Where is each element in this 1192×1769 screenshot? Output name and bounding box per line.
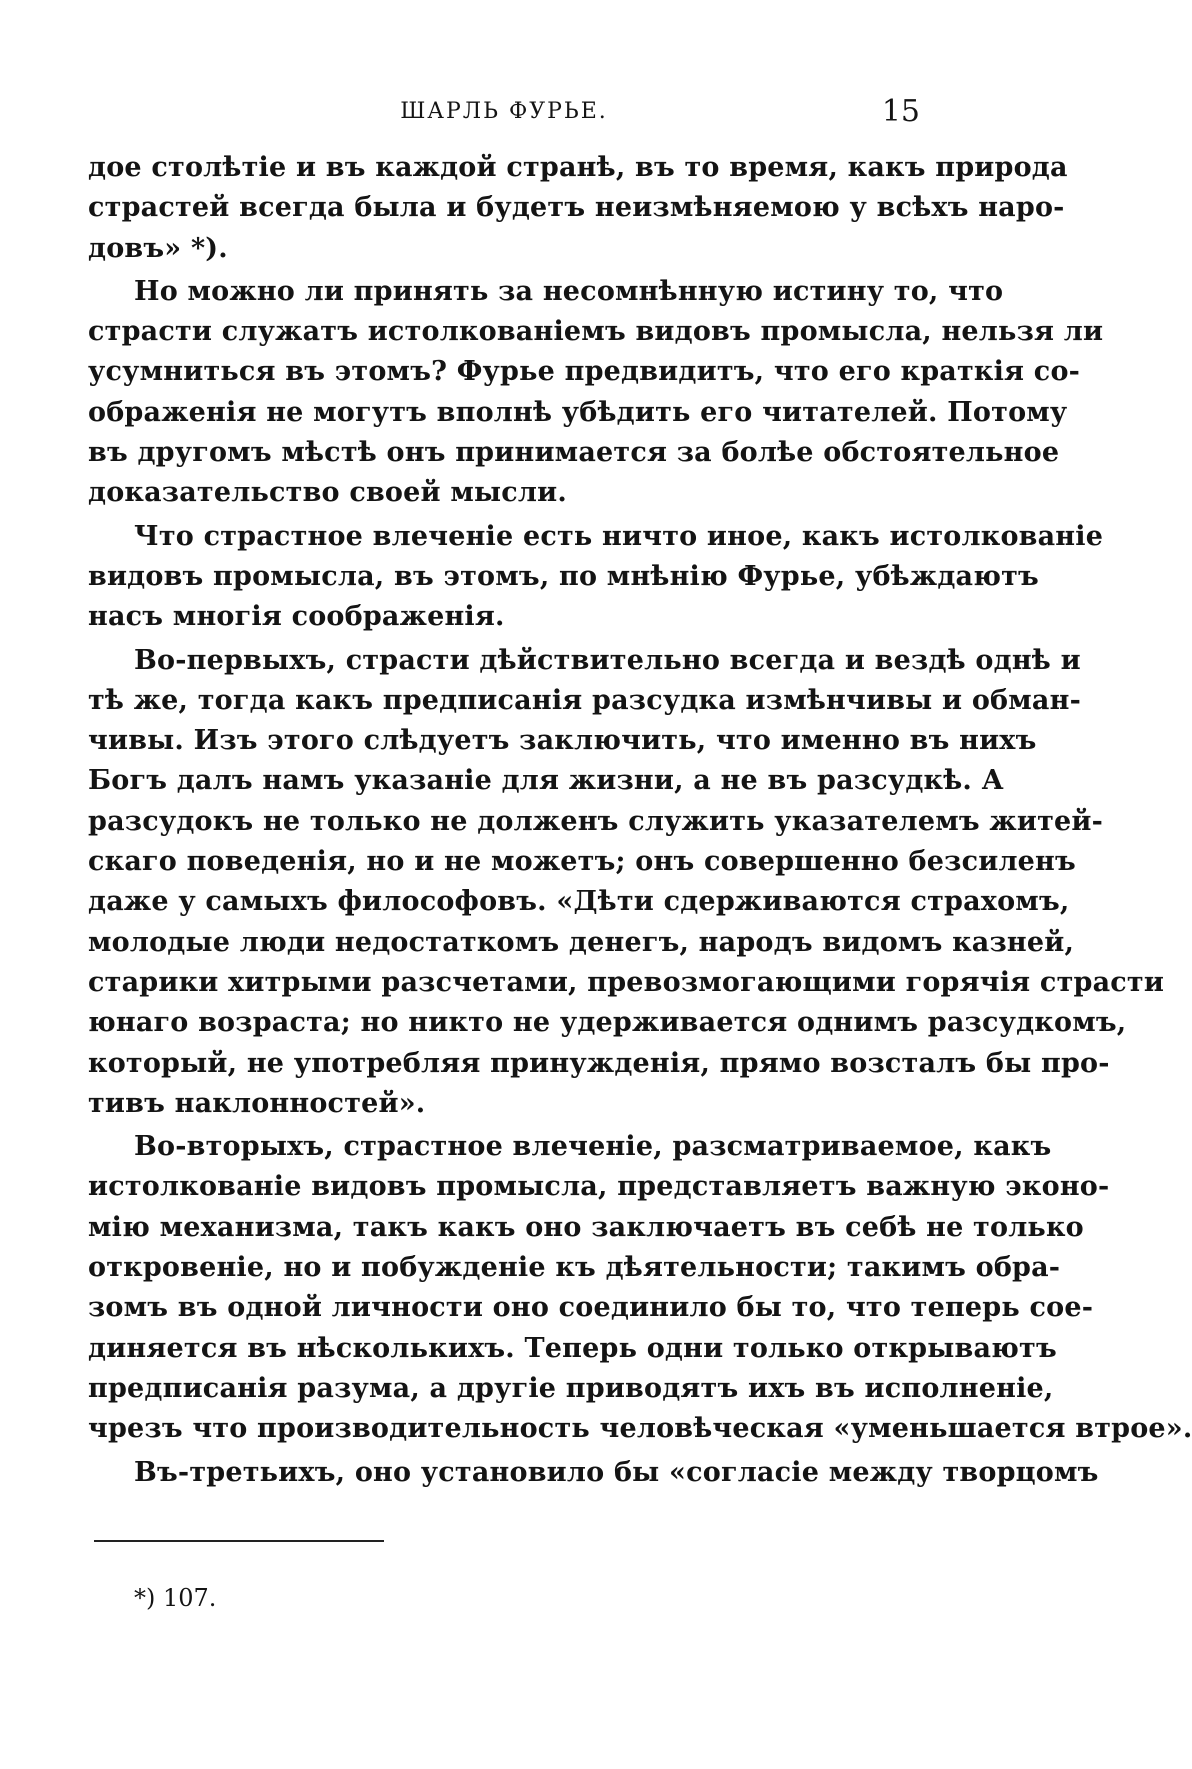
text-line: мію механизма, такъ какъ оно заключаетъ въ себѣ не только [88, 1211, 1084, 1243]
text-line: Что страстное влеченіе есть ничто иное, какъ истолкованіе [134, 520, 1104, 552]
text-line: тѣ же, тогда какъ предписанія разсудка измѣнчивы и обман- [88, 684, 1081, 716]
text-line: ображенія не могутъ вполнѣ убѣдить его читателей. Потому [88, 396, 1068, 428]
text-line: страстей всегда была и будетъ неизмѣняемою у всѣхъ наро- [88, 192, 1065, 224]
footnote-rule [94, 1540, 384, 1542]
text-line: Въ-третьихъ, оно установило бы «согласіе между творцомъ [134, 1456, 1099, 1488]
text-line: даже у самыхъ философовъ. «Дѣти сдерживаются страхомъ, [88, 886, 1070, 918]
running-head [88, 92, 920, 132]
text-line: доказательство своей мысли. [88, 477, 567, 509]
paragraph [88, 641, 1165, 1125]
text-line: Но можно ли принять за несомнѣнную истину то, что [134, 275, 1004, 307]
text-line: диняется въ нѣсколькихъ. Теперь одни только открываютъ [88, 1332, 1057, 1364]
running-title: ШАРЛЬ ФУРЬЕ. [400, 99, 608, 124]
text-line: предписанія разума, а другіе приводятъ ихъ въ исполненіе, [88, 1372, 1054, 1404]
text-line: довъ» *). [88, 232, 228, 264]
text-line: тивъ наклонностей». [88, 1087, 426, 1119]
text-line: насъ многія соображенія. [88, 601, 505, 633]
text-line: усумниться въ этомъ? Фурье предвидитъ, что его краткія со- [88, 356, 1081, 388]
text-line: молодые люди недостаткомъ денегъ, народъ видомъ казней, [88, 926, 1075, 958]
text-line: въ другомъ мѣстѣ онъ принимается за болѣе обстоятельное [88, 437, 1060, 469]
text-line: чрезъ что производительность человѣческая «уменьшается втрое». [88, 1413, 1192, 1445]
text-line: истолкованіе видовъ промысла, представляетъ важную эконо- [88, 1171, 1110, 1203]
paragraph [88, 1453, 1099, 1493]
body-text [88, 148, 1192, 1496]
paragraph [88, 517, 1104, 638]
text-line: скаго поведенія, но и не можетъ; онъ совершенно безсиленъ [88, 846, 1076, 878]
text-line: зомъ въ одной личности оно соединило бы то, что теперь сое- [88, 1292, 1094, 1324]
text-line: Во-первыхъ, страсти дѣйствительно всегда и вездѣ однѣ и [134, 644, 1081, 676]
text-line: чивы. Изъ этого слѣдуетъ заключить, что именно въ нихъ [88, 725, 1037, 757]
paragraph [88, 1127, 1192, 1449]
text-line: старики хитрыми разсчетами, превозмогающими горячія страсти [88, 966, 1165, 998]
text-line: юнаго возраста; но никто не удерживается однимъ разсудкомъ, [88, 1007, 1127, 1039]
text-line: который, не употребляя принужденія, прямо возсталъ бы про- [88, 1047, 1110, 1079]
paragraph [88, 148, 1068, 269]
text-line: дое столѣтіе и въ каждой странѣ, въ то время, какъ природа [88, 152, 1068, 183]
paragraph [88, 272, 1104, 514]
text-line: видовъ промысла, въ этомъ, по мнѣнію Фурье, убѣждаютъ [88, 560, 1039, 592]
text-line: разсудокъ не только не долженъ служить указателемъ житей- [88, 805, 1104, 837]
page-number: 15 [881, 94, 920, 129]
text-line: страсти служатъ истолкованіемъ видовъ промысла, нельзя ли [88, 316, 1104, 348]
text-line: Во-вторыхъ, страстное влеченіе, разсматриваемое, какъ [134, 1131, 1052, 1163]
text-line: Богъ далъ намъ указаніе для жизни, а не въ разсудкѣ. А [88, 765, 1004, 797]
text-line: откровеніе, но и побужденіе къ дѣятельности; такимъ обра- [88, 1252, 1061, 1284]
footnote: *) 107. [134, 1584, 217, 1612]
